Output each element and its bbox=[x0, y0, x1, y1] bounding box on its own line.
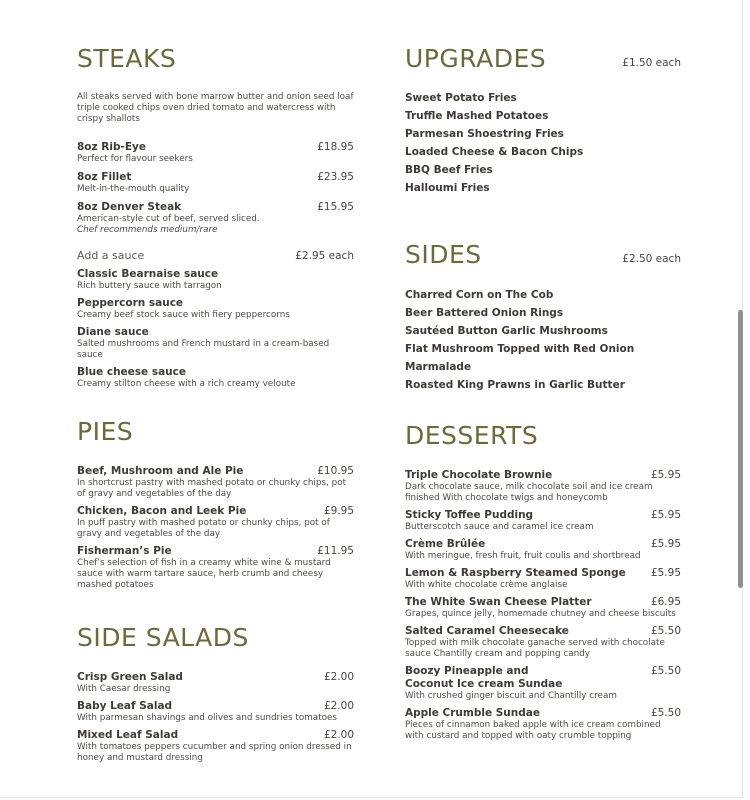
item-price: £2.00 bbox=[323, 671, 354, 683]
item-description: With white chocolate crème anglaise bbox=[405, 580, 568, 590]
menu-item bbox=[77, 505, 354, 540]
item-name: Diane sauce bbox=[77, 326, 149, 338]
list-item: Sautéed Button Garlic Mushrooms bbox=[405, 325, 608, 337]
list-item: Loaded Cheese & Bacon Chips bbox=[405, 146, 584, 158]
item-name: Mixed Leaf Salad bbox=[77, 729, 179, 741]
item-price: £2.00 bbox=[323, 700, 354, 712]
list-item: Roasted King Prawns in Garlic Butter bbox=[405, 379, 625, 391]
item-description: Creamy beef stock sauce with fiery peppercorns bbox=[77, 310, 290, 320]
item-name: Boozy Pineapple and Coconut Ice cream Sundae bbox=[405, 665, 563, 690]
list-item: Sweet Potato Fries bbox=[405, 92, 517, 104]
sides-price: £2.50 each bbox=[622, 253, 681, 265]
item-name: Crème Brûlée bbox=[405, 538, 486, 550]
item-name: Sticky Toffee Pudding bbox=[405, 509, 534, 521]
menu-item bbox=[77, 671, 354, 695]
item-name: Classic Bearnaise sauce bbox=[77, 268, 219, 280]
item-price: £23.95 bbox=[317, 171, 354, 183]
steaks-section bbox=[77, 44, 354, 390]
list-item: Beer Battered Onion Rings bbox=[405, 307, 564, 319]
item-description: In puff pastry with mashed potato or chunky chips, pot of gravy and vegetables of the day bbox=[77, 518, 330, 539]
item-description: Topped with milk chocolate ganache served with chocolate sauce Chantilly cream and popping candy bbox=[405, 638, 665, 659]
list-item: Charred Corn on The Cob bbox=[405, 289, 554, 301]
sauce-header bbox=[77, 249, 354, 263]
item-price: £18.95 bbox=[317, 141, 354, 153]
menu-item bbox=[405, 567, 681, 591]
item-price: £5.50 bbox=[650, 625, 681, 637]
sauce-item bbox=[77, 297, 354, 321]
sides-section bbox=[405, 240, 681, 394]
sides-list bbox=[405, 286, 681, 394]
list-item: Parmesan Shoestring Fries bbox=[405, 128, 564, 140]
upgrades-header bbox=[405, 44, 681, 74]
item-name: Beef, Mushroom and Ale Pie bbox=[77, 465, 244, 477]
scrollbar-thumb[interactable] bbox=[738, 310, 743, 588]
item-description: Grapes, quince jelly, homemade chutney and cheese biscuits bbox=[405, 609, 676, 619]
list-item: Truffle Mashed Potatoes bbox=[405, 110, 549, 122]
sauce-item bbox=[77, 366, 354, 390]
menu-item bbox=[405, 625, 681, 660]
item-name: 8oz Fillet bbox=[77, 171, 132, 183]
item-price: £5.95 bbox=[650, 469, 681, 481]
item-description: With meringue, fresh fruit, fruit coulis and shortbread bbox=[405, 551, 641, 561]
menu-item bbox=[405, 596, 681, 620]
side-salads-section bbox=[77, 623, 354, 764]
item-price: £5.95 bbox=[650, 538, 681, 550]
item-price: £5.50 bbox=[650, 665, 681, 677]
menu-item bbox=[405, 665, 681, 702]
item-description: Chef’s selection of fish in a creamy white wine & mustard sauce with warm tartare sauce, herb crumb and cheesy mashed potatoes bbox=[77, 558, 331, 590]
item-name: 8oz Denver Steak bbox=[77, 201, 182, 213]
item-name: Blue cheese sauce bbox=[77, 366, 186, 378]
item-name: Crisp Green Salad bbox=[77, 671, 183, 683]
menu-item bbox=[77, 171, 354, 195]
item-price: £5.95 bbox=[650, 567, 681, 579]
item-name: Baby Leaf Salad bbox=[77, 700, 173, 712]
item-description: Dark chocolate sauce, milk chocolate soil and ice cream finished With chocolate twigs and honeycomb bbox=[405, 482, 653, 503]
item-price: £5.95 bbox=[650, 509, 681, 521]
item-name: The White Swan Cheese Platter bbox=[405, 596, 592, 608]
item-name: Triple Chocolate Brownie bbox=[405, 469, 553, 481]
list-item: Flat Mushroom Topped with Red Onion Marmalade bbox=[405, 343, 635, 373]
upgrades-section bbox=[405, 44, 681, 197]
item-description: Rich buttery sauce with tarragon bbox=[77, 281, 222, 291]
item-description: With crushed ginger biscuit and Chantilly cream bbox=[405, 691, 617, 701]
item-name: Lemon & Raspberry Steamed Sponge bbox=[405, 567, 626, 579]
item-name: Chicken, Bacon and Leek Pie bbox=[77, 505, 247, 517]
item-price: £5.50 bbox=[650, 707, 681, 719]
sides-header bbox=[405, 240, 681, 270]
menu-item bbox=[405, 707, 681, 742]
sauce-item bbox=[77, 326, 354, 361]
menu-item bbox=[77, 465, 354, 500]
item-price: £15.95 bbox=[317, 201, 354, 213]
menu-item bbox=[405, 509, 681, 533]
item-description: Pieces of cinnamon baked apple with ice cream combined with custard and topped with oaty crumble topping bbox=[405, 720, 661, 741]
upgrades-list bbox=[405, 89, 681, 197]
item-price: £6.95 bbox=[650, 596, 681, 608]
sides-title: SIDES bbox=[405, 240, 482, 269]
item-description: Salted mushrooms and French mustard in a cream-based sauce bbox=[77, 339, 330, 360]
item-name: Apple Crumble Sundae bbox=[405, 707, 540, 719]
menu-item bbox=[405, 538, 681, 562]
item-description: With Caesar dressing bbox=[77, 684, 171, 694]
item-name: 8oz Rib-Eye bbox=[77, 141, 146, 153]
item-description: American-style cut of beef, served sliced. bbox=[77, 214, 260, 224]
item-description: Creamy stilton cheese with a rich creamy veloute bbox=[77, 379, 296, 389]
item-description: Butterscotch sauce and caramel ice cream bbox=[405, 522, 594, 532]
item-description: Melt-in-the-mouth quality bbox=[77, 184, 190, 194]
item-description: In shortcrust pastry with mashed potato or chunky chips, pot of gravy and vegetables of the day bbox=[77, 478, 347, 499]
pies-title: PIES bbox=[77, 417, 134, 446]
steaks-intro: All steaks served with bone marrow butter and onion seed loaf triple cooked chips oven dried tomato and watercress with crispy shallots bbox=[77, 92, 354, 124]
item-note: Chef recommends medium/rare bbox=[77, 225, 218, 235]
item-name: Peppercorn sauce bbox=[77, 297, 184, 309]
desserts-section bbox=[405, 421, 681, 742]
menu-item bbox=[77, 141, 354, 165]
menu-item bbox=[77, 729, 354, 764]
item-name: Fisherman’s Pie bbox=[77, 545, 172, 557]
upgrades-price: £1.50 each bbox=[622, 57, 681, 69]
item-name: Salted Caramel Cheesecake bbox=[405, 625, 569, 637]
sauce-item bbox=[77, 268, 354, 292]
side-salads-title: SIDE SALADS bbox=[77, 623, 249, 652]
item-description: Perfect for flavour seekers bbox=[77, 154, 193, 164]
menu-item bbox=[405, 469, 681, 504]
pies-section bbox=[77, 417, 354, 591]
steaks-title: STEAKS bbox=[77, 44, 177, 73]
desserts-title: DESSERTS bbox=[405, 421, 539, 450]
item-price: £10.95 bbox=[317, 465, 354, 477]
menu-item bbox=[77, 545, 354, 591]
item-price: £2.00 bbox=[323, 729, 354, 741]
upgrades-title: UPGRADES bbox=[405, 44, 547, 73]
menu-item bbox=[77, 700, 354, 724]
sauce-price: £2.95 each bbox=[295, 250, 354, 262]
list-item: BBQ Beef Fries bbox=[405, 164, 493, 176]
menu-item bbox=[77, 201, 354, 236]
list-item: Halloumi Fries bbox=[405, 182, 490, 194]
item-description: With parmesan shavings and olives and sundries tomatoes bbox=[77, 713, 338, 723]
item-price: £11.95 bbox=[317, 545, 354, 557]
item-price: £9.95 bbox=[323, 505, 354, 517]
sauce-label: Add a sauce bbox=[77, 249, 145, 262]
item-description: With tomatoes peppers cucumber and spring onion dressed in honey and mustard dressing bbox=[77, 742, 352, 763]
